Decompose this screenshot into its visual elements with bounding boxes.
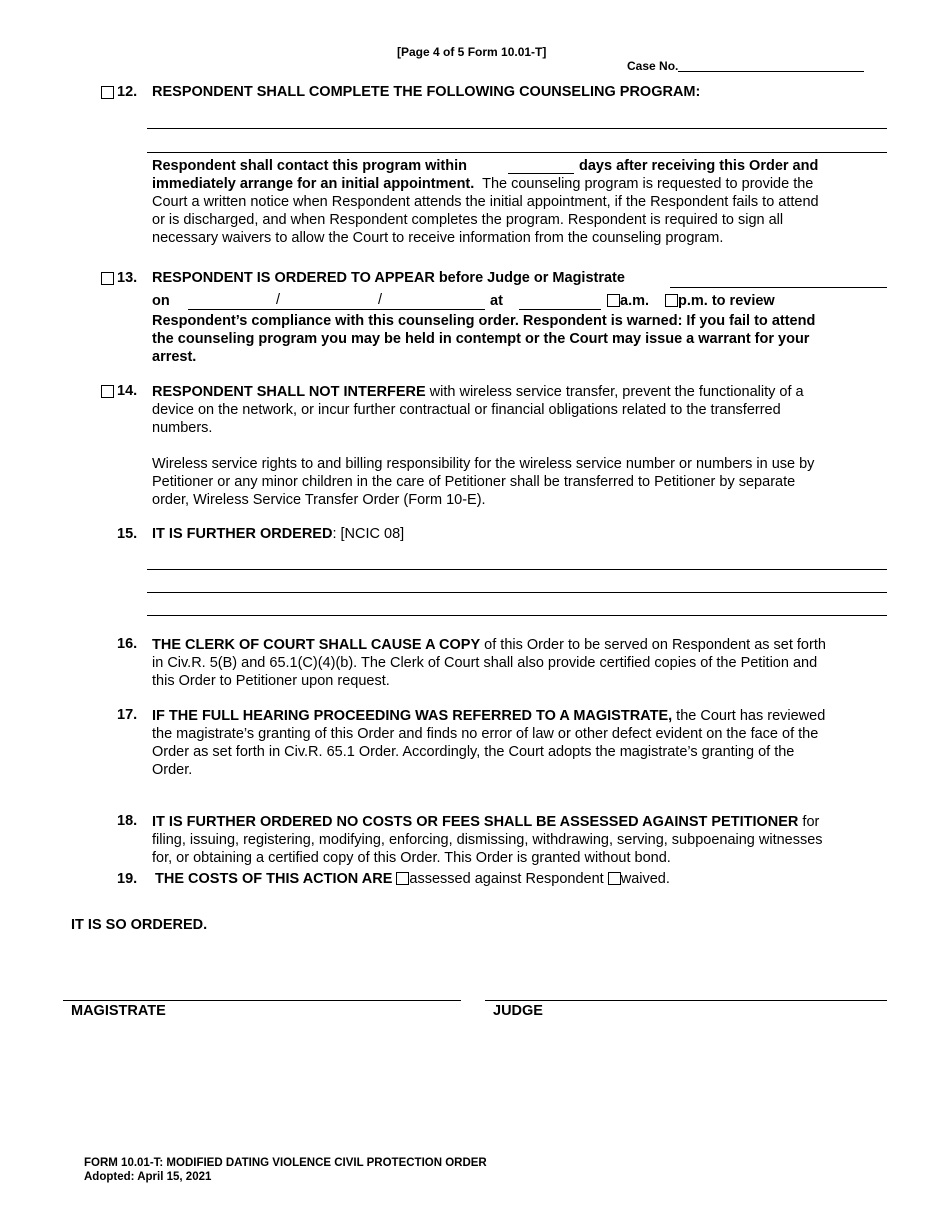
costs-waived-checkbox[interactable] bbox=[608, 872, 621, 885]
date-slash-1: / bbox=[276, 292, 281, 308]
item-12-checkbox[interactable] bbox=[101, 85, 114, 101]
date-field[interactable] bbox=[188, 309, 485, 310]
page-label: [Page 4 of 5 Form 10.01-T] bbox=[397, 45, 547, 59]
item-15-number: 15. bbox=[117, 526, 138, 542]
item-18-number: 18. bbox=[117, 813, 138, 829]
item-16-number: 16. bbox=[117, 636, 138, 652]
so-ordered: IT IS SO ORDERED. bbox=[71, 917, 208, 933]
item-14-checkbox[interactable] bbox=[101, 384, 114, 400]
pm-option[interactable]: p.m. to review bbox=[665, 293, 775, 309]
at-label: at bbox=[490, 293, 503, 309]
item-14-body: RESPONDENT SHALL NOT INTERFERE with wireless service transfer, prevent the functionality of a device on the network, or incur further contractual or financial obligations related to the transferred numbers. bbox=[152, 384, 804, 436]
magistrate-signature-line[interactable] bbox=[63, 1000, 461, 1001]
case-number-field[interactable] bbox=[678, 61, 864, 72]
item-19-body: THE COSTS OF THIS ACTION ARE assessed against Respondent waived. bbox=[155, 871, 670, 887]
item-17-body: IF THE FULL HEARING PROCEEDING WAS REFERRED TO A MAGISTRATE, the Court has reviewed the magistrate’s granting of this Order and finds no error of law or other defect evident on the face of the Order as set forth in Civ.R. 65.1 Order. Accordingly, the Court adopts the magistrate’s granting of the Order. bbox=[152, 708, 826, 778]
judge-magistrate-name-field[interactable] bbox=[670, 287, 887, 288]
item-19-number: 19. bbox=[117, 871, 138, 887]
time-field[interactable] bbox=[519, 309, 601, 310]
item-17-number: 17. bbox=[117, 707, 138, 723]
pm-checkbox[interactable] bbox=[665, 294, 678, 307]
footer bbox=[84, 1156, 487, 1184]
costs-respondent-checkbox[interactable] bbox=[396, 872, 409, 885]
further-order-line-3[interactable] bbox=[147, 615, 887, 616]
item-12-body: Respondent shall contact this program within days after receiving this Order and immediately arrange for an initial appointment. The counseling program is requested to provide the Court a written notice when Respondent attends the initial appointment, if the Respondent fails to attend or is discharged, and when Respondent completes the program. Respondent is required to sign all necessary waivers to allow the Court to receive information from the counseling program. bbox=[152, 158, 819, 246]
judge-signature-line[interactable] bbox=[485, 1000, 887, 1001]
footer-form-title: FORM 10.01-T: MODIFIED DATING VIOLENCE CIVIL PROTECTION ORDER bbox=[84, 1157, 487, 1169]
item-14-number: 14. bbox=[117, 383, 138, 399]
further-order-line-1[interactable] bbox=[147, 569, 887, 570]
item-13-number: 13. bbox=[117, 270, 138, 286]
magistrate-label: MAGISTRATE bbox=[71, 1003, 166, 1019]
item-12-number: 12. bbox=[117, 84, 138, 100]
footer-adopted: Adopted: April 15, 2021 bbox=[84, 1171, 212, 1183]
further-order-line-2[interactable] bbox=[147, 592, 887, 593]
item-18-body: IT IS FURTHER ORDERED NO COSTS OR FEES SHALL BE ASSESSED AGAINST PETITIONER for filing, issuing, registering, modifying, enforcing, dismissing, withdrawing, serving, subpoenaing witnesses for, or obtaining a certified copy of this Order. This Order is granted without bond. bbox=[152, 814, 823, 866]
program-line-2[interactable] bbox=[147, 152, 887, 153]
on-label: on bbox=[152, 293, 170, 309]
program-line-1[interactable] bbox=[147, 128, 887, 129]
case-number-label: Case No. bbox=[627, 59, 864, 73]
item-12-title: RESPONDENT SHALL COMPLETE THE FOLLOWING COUNSELING PROGRAM: bbox=[152, 84, 701, 100]
item-13-warning: Respondent’s compliance with this counseling order. Respondent is warned: If you fail to attend the counseling program you may be held in contempt or the Court may issue a warrant for your arrest. bbox=[152, 313, 816, 365]
item-13-checkbox[interactable] bbox=[101, 271, 114, 287]
wireless-paragraph: Wireless service rights to and billing responsibility for the wireless service number or numbers in use by Petitioner or any minor children in the care of Petitioner shall be transferred to Petitioner by separate order, Wireless Service Transfer Order (Form 10-E). bbox=[152, 456, 815, 508]
am-checkbox[interactable] bbox=[607, 294, 620, 307]
date-slash-2: / bbox=[378, 292, 383, 308]
item-16-body: THE CLERK OF COURT SHALL CAUSE A COPY of this Order to be served on Respondent as set forth in Civ.R. 5(B) and 65.1(C)(4)(b). The Clerk of Court shall also provide certified copies of the Petition and this Order to Petitioner upon request. bbox=[152, 637, 826, 689]
item-15-title: IT IS FURTHER ORDERED: [NCIC 08] bbox=[152, 526, 405, 542]
judge-label: JUDGE bbox=[493, 1003, 543, 1019]
am-option[interactable]: a.m. bbox=[607, 293, 649, 309]
days-field[interactable] bbox=[508, 159, 574, 174]
item-13-title: RESPONDENT IS ORDERED TO APPEAR before Judge or Magistrate bbox=[152, 270, 625, 286]
